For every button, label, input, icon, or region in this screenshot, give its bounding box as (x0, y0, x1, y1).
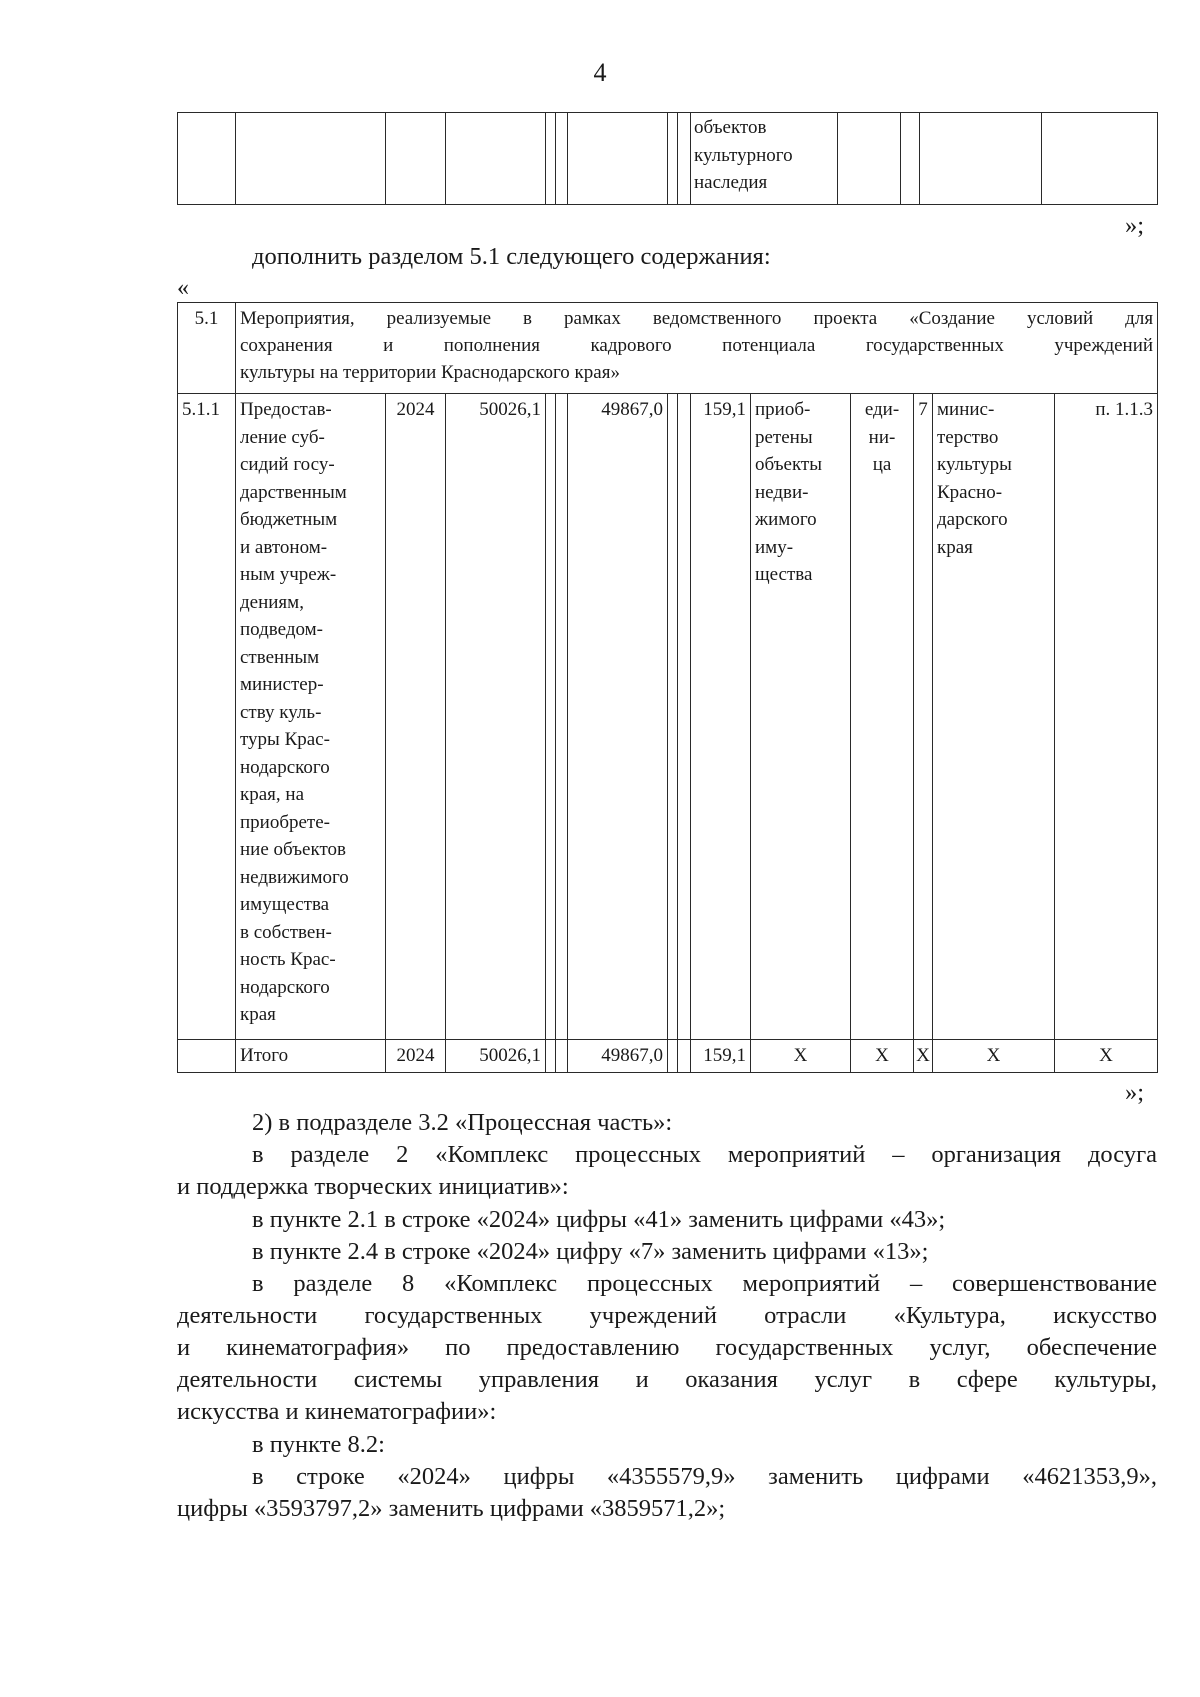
itogo-x3: X (914, 1040, 933, 1073)
itogo-other: 159,1 (691, 1040, 751, 1073)
row-other: 159,1 (691, 394, 751, 1040)
itogo-regional: 49867,0 (568, 1040, 668, 1073)
paragraph-line: в пункте 2.4 в строке «2024» цифру «7» заменить цифрами «13»; (252, 1238, 929, 1265)
itogo-x5: X (1055, 1040, 1158, 1073)
itogo-total: 50026,1 (446, 1040, 546, 1073)
paragraph-line: в пункте 2.1 в строке «2024» цифры «41» заменить цифрами «43»; (252, 1206, 946, 1233)
intro-line: дополнить разделом 5.1 следующего содержания: (252, 243, 771, 270)
row-result: приоб- ретены объекты недви- жимого иму- щества (751, 394, 851, 1040)
row-reference: п. 1.1.3 (1055, 394, 1158, 1040)
paragraph-line: в пункте 8.2: (252, 1431, 385, 1458)
paragraph-line: и поддержка творческих инициатив»: (177, 1173, 569, 1200)
row-number: 5.1.1 (178, 394, 236, 1040)
row-value: 7 (914, 394, 933, 1040)
close-quote-2: »; (1125, 1079, 1145, 1106)
section-title: Мероприятия, реализуемые в рамках ведомственного проекта «Создание условий для сохранения и пополнения кадрового потенциала государственных учреждений культуры на территории Краснодарского края» (236, 303, 1158, 394)
itogo-x1: X (751, 1040, 851, 1073)
itogo-x2: X (851, 1040, 914, 1073)
row-executor: минис- терство культуры Красно- дарского края (933, 394, 1055, 1040)
row-year: 2024 (386, 394, 446, 1040)
row-unit: еди- ни- ца (851, 394, 914, 1040)
paragraph-line: в строке «2024» цифры «4355579,9» заменить цифрами «4621353,9», (252, 1463, 1157, 1490)
section-number: 5.1 (178, 303, 236, 394)
paragraph-line: деятельности системы управления и оказания услуг в сфере культуры, (177, 1366, 1157, 1393)
paragraph-line: 2) в подразделе 3.2 «Процессная часть»: (252, 1109, 673, 1136)
page-number: 4 (593, 58, 607, 87)
itogo-label: Итого (236, 1040, 386, 1073)
section-table (177, 302, 1158, 1073)
table-row (178, 394, 1158, 1040)
itogo-x4: X (933, 1040, 1055, 1073)
paragraph-line: цифры «3593797,2» заменить цифрами «3859571,2»; (177, 1495, 726, 1522)
section-header-row (178, 303, 1158, 394)
paragraph-line: искусства и кинематографии»: (177, 1398, 497, 1425)
row-regional: 49867,0 (568, 394, 668, 1040)
itogo-row (178, 1040, 1158, 1073)
paragraph-line: деятельности государственных учреждений отрасли «Культура, искусство (177, 1302, 1157, 1329)
row-total: 50026,1 (446, 394, 546, 1040)
row-name: Предостав- ление суб- сидий госу- дарственным бюджетным и автоном- ным учреж- дениям, подведом- ственным министер- ству куль- туры Крас- нодарского края, на приобрете- ние объектов недвижимого имущества в собствен- ность Крас- нодарского края (236, 394, 386, 1040)
top-table-fragment (177, 112, 1158, 205)
close-quote-1: »; (1125, 212, 1145, 239)
open-quote: « (177, 275, 189, 301)
paragraph-line: и кинематография» по предоставлению государственных услуг, обеспечение (177, 1334, 1157, 1361)
paragraph-line: в разделе 2 «Комплекс процессных мероприятий – организация досуга (252, 1141, 1157, 1168)
paragraph-line: в разделе 8 «Комплекс процессных мероприятий – совершенствование (252, 1270, 1157, 1297)
top-table-cell: объектов культурного наследия (691, 113, 838, 205)
itogo-year: 2024 (386, 1040, 446, 1073)
